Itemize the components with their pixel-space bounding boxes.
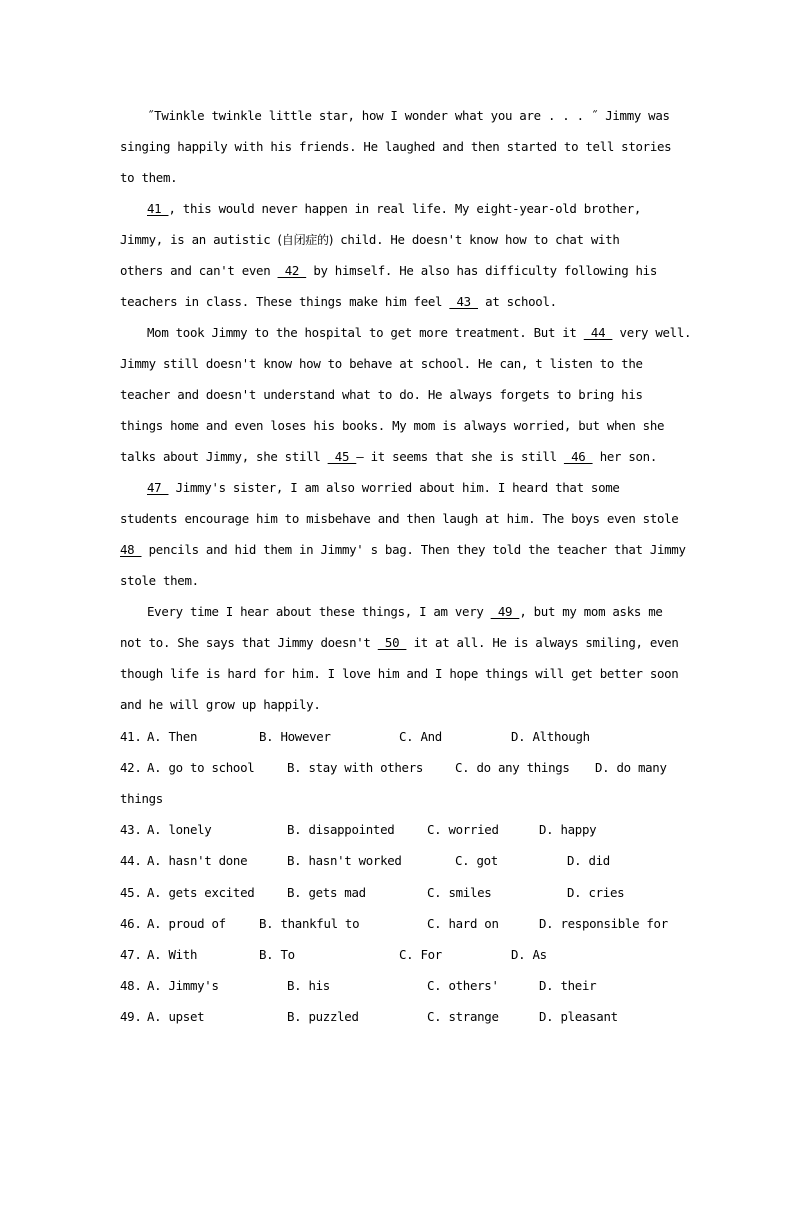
question-43 xyxy=(120,814,680,845)
passage-line: singing happily with his friends. He laughed and then started to tell stories xyxy=(120,139,672,154)
option-d: D. pleasant xyxy=(539,1009,618,1024)
option-c: C. strange xyxy=(427,1009,499,1024)
option-a: A. hasn't done xyxy=(147,853,248,868)
option-c: C. smiles xyxy=(427,885,492,900)
passage-line: 41 , this would never happen in real life. My eight-year-old brother, xyxy=(147,201,642,216)
option-d: D. their xyxy=(539,978,597,993)
blank-42: 42 xyxy=(277,263,307,278)
question-number: 44. xyxy=(120,853,142,868)
passage-line: things home and even loses his books. My mom is always worried, but when she xyxy=(120,418,665,433)
passage-line: stole them. xyxy=(120,573,199,588)
option-d: D. Although xyxy=(511,729,590,744)
option-c: C. And xyxy=(399,729,442,744)
passage-line: Jimmy, is an autistic (自闭症的) child. He doesn't know how to chat with xyxy=(120,232,620,247)
question-47 xyxy=(120,939,680,970)
option-b: B. puzzled xyxy=(287,1009,359,1024)
option-b: B. To xyxy=(259,947,295,962)
option-c: C. For xyxy=(399,947,442,962)
question-44 xyxy=(120,845,680,876)
option-c: C. hard on xyxy=(427,916,499,931)
option-b: B. However xyxy=(259,729,331,744)
question-41 xyxy=(120,721,680,752)
option-c: C. others' xyxy=(427,978,499,993)
blank-45: 45 xyxy=(327,449,357,464)
question-42-continuation: things xyxy=(120,791,163,806)
option-a: A. lonely xyxy=(147,822,212,837)
blank-44: 44 xyxy=(583,325,613,340)
question-45 xyxy=(120,877,680,908)
option-c: C. do any things xyxy=(455,760,570,775)
option-a: A. upset xyxy=(147,1009,205,1024)
passage-line: talks about Jimmy, she still 45 — it seems that she is still 46 her son. xyxy=(120,449,658,464)
option-a: A. With xyxy=(147,947,198,962)
option-d: D. do many xyxy=(595,760,667,775)
blank-50: 50 xyxy=(377,635,407,650)
option-d: D. cries xyxy=(567,885,625,900)
question-number: 47. xyxy=(120,947,142,962)
option-b: B. gets mad xyxy=(287,885,366,900)
passage-line: not to. She says that Jimmy doesn't 50 it at all. He is always smiling, even xyxy=(120,635,679,650)
passage-line: ˝Twinkle twinkle little star, how I wonder what you are . . . ˝ Jimmy was xyxy=(147,108,670,123)
blank-47: 47 xyxy=(147,480,169,495)
blank-49: 49 xyxy=(490,604,520,619)
passage-line: students encourage him to misbehave and then laugh at him. The boys even stole xyxy=(120,511,679,526)
passage-line: 48 pencils and hid them in Jimmy' s bag. Then they told the teacher that Jimmy xyxy=(120,542,686,557)
passage-line: teacher and doesn't understand what to do. He always forgets to bring his xyxy=(120,387,643,402)
question-number: 48. xyxy=(120,978,142,993)
passage-line: to them. xyxy=(120,170,178,185)
option-a: A. proud of xyxy=(147,916,226,931)
option-c: C. got xyxy=(455,853,498,868)
option-c: C. worried xyxy=(427,822,499,837)
question-number: 49. xyxy=(120,1009,142,1024)
passage-line: Every time I hear about these things, I am very 49 , but my mom asks me xyxy=(147,604,663,619)
blank-48: 48 xyxy=(120,542,142,557)
option-b: B. his xyxy=(287,978,330,993)
option-b: B. disappointed xyxy=(287,822,395,837)
option-a: A. Jimmy's xyxy=(147,978,219,993)
passage-line: though life is hard for him. I love him and I hope things will get better soon xyxy=(120,666,679,681)
question-number: 43. xyxy=(120,822,142,837)
passage-line: teachers in class. These things make him feel 43 at school. xyxy=(120,294,557,309)
blank-46: 46 xyxy=(563,449,593,464)
option-b: B. thankful to xyxy=(259,916,360,931)
blank-43: 43 xyxy=(449,294,478,309)
option-a: A. go to school xyxy=(147,760,255,775)
passage-line: Jimmy still doesn't know how to behave at school. He can, t listen to the xyxy=(120,356,643,371)
option-d: D. happy xyxy=(539,822,597,837)
option-d: D. responsible for xyxy=(539,916,668,931)
option-d: D. As xyxy=(511,947,547,962)
option-a: A. gets excited xyxy=(147,885,255,900)
passage-line: Mom took Jimmy to the hospital to get more treatment. But it 44 very well. xyxy=(147,325,692,340)
question-42 xyxy=(120,752,680,783)
option-b: B. hasn't worked xyxy=(287,853,402,868)
question-49 xyxy=(120,1001,680,1032)
question-number: 45. xyxy=(120,885,142,900)
option-d: D. did xyxy=(567,853,610,868)
passage-line: others and can't even 42 by himself. He also has difficulty following his xyxy=(120,263,658,278)
option-a: A. Then xyxy=(147,729,198,744)
blank-41: 41 xyxy=(147,201,169,216)
question-48 xyxy=(120,970,680,1001)
question-number: 41. xyxy=(120,729,142,744)
passage-line: and he will grow up happily. xyxy=(120,697,321,712)
question-number: 42. xyxy=(120,760,142,775)
option-b: B. stay with others xyxy=(287,760,424,775)
question-number: 46. xyxy=(120,916,142,931)
question-46 xyxy=(120,908,680,939)
passage-line: 47 Jimmy's sister, I am also worried about him. I heard that some xyxy=(147,480,620,495)
